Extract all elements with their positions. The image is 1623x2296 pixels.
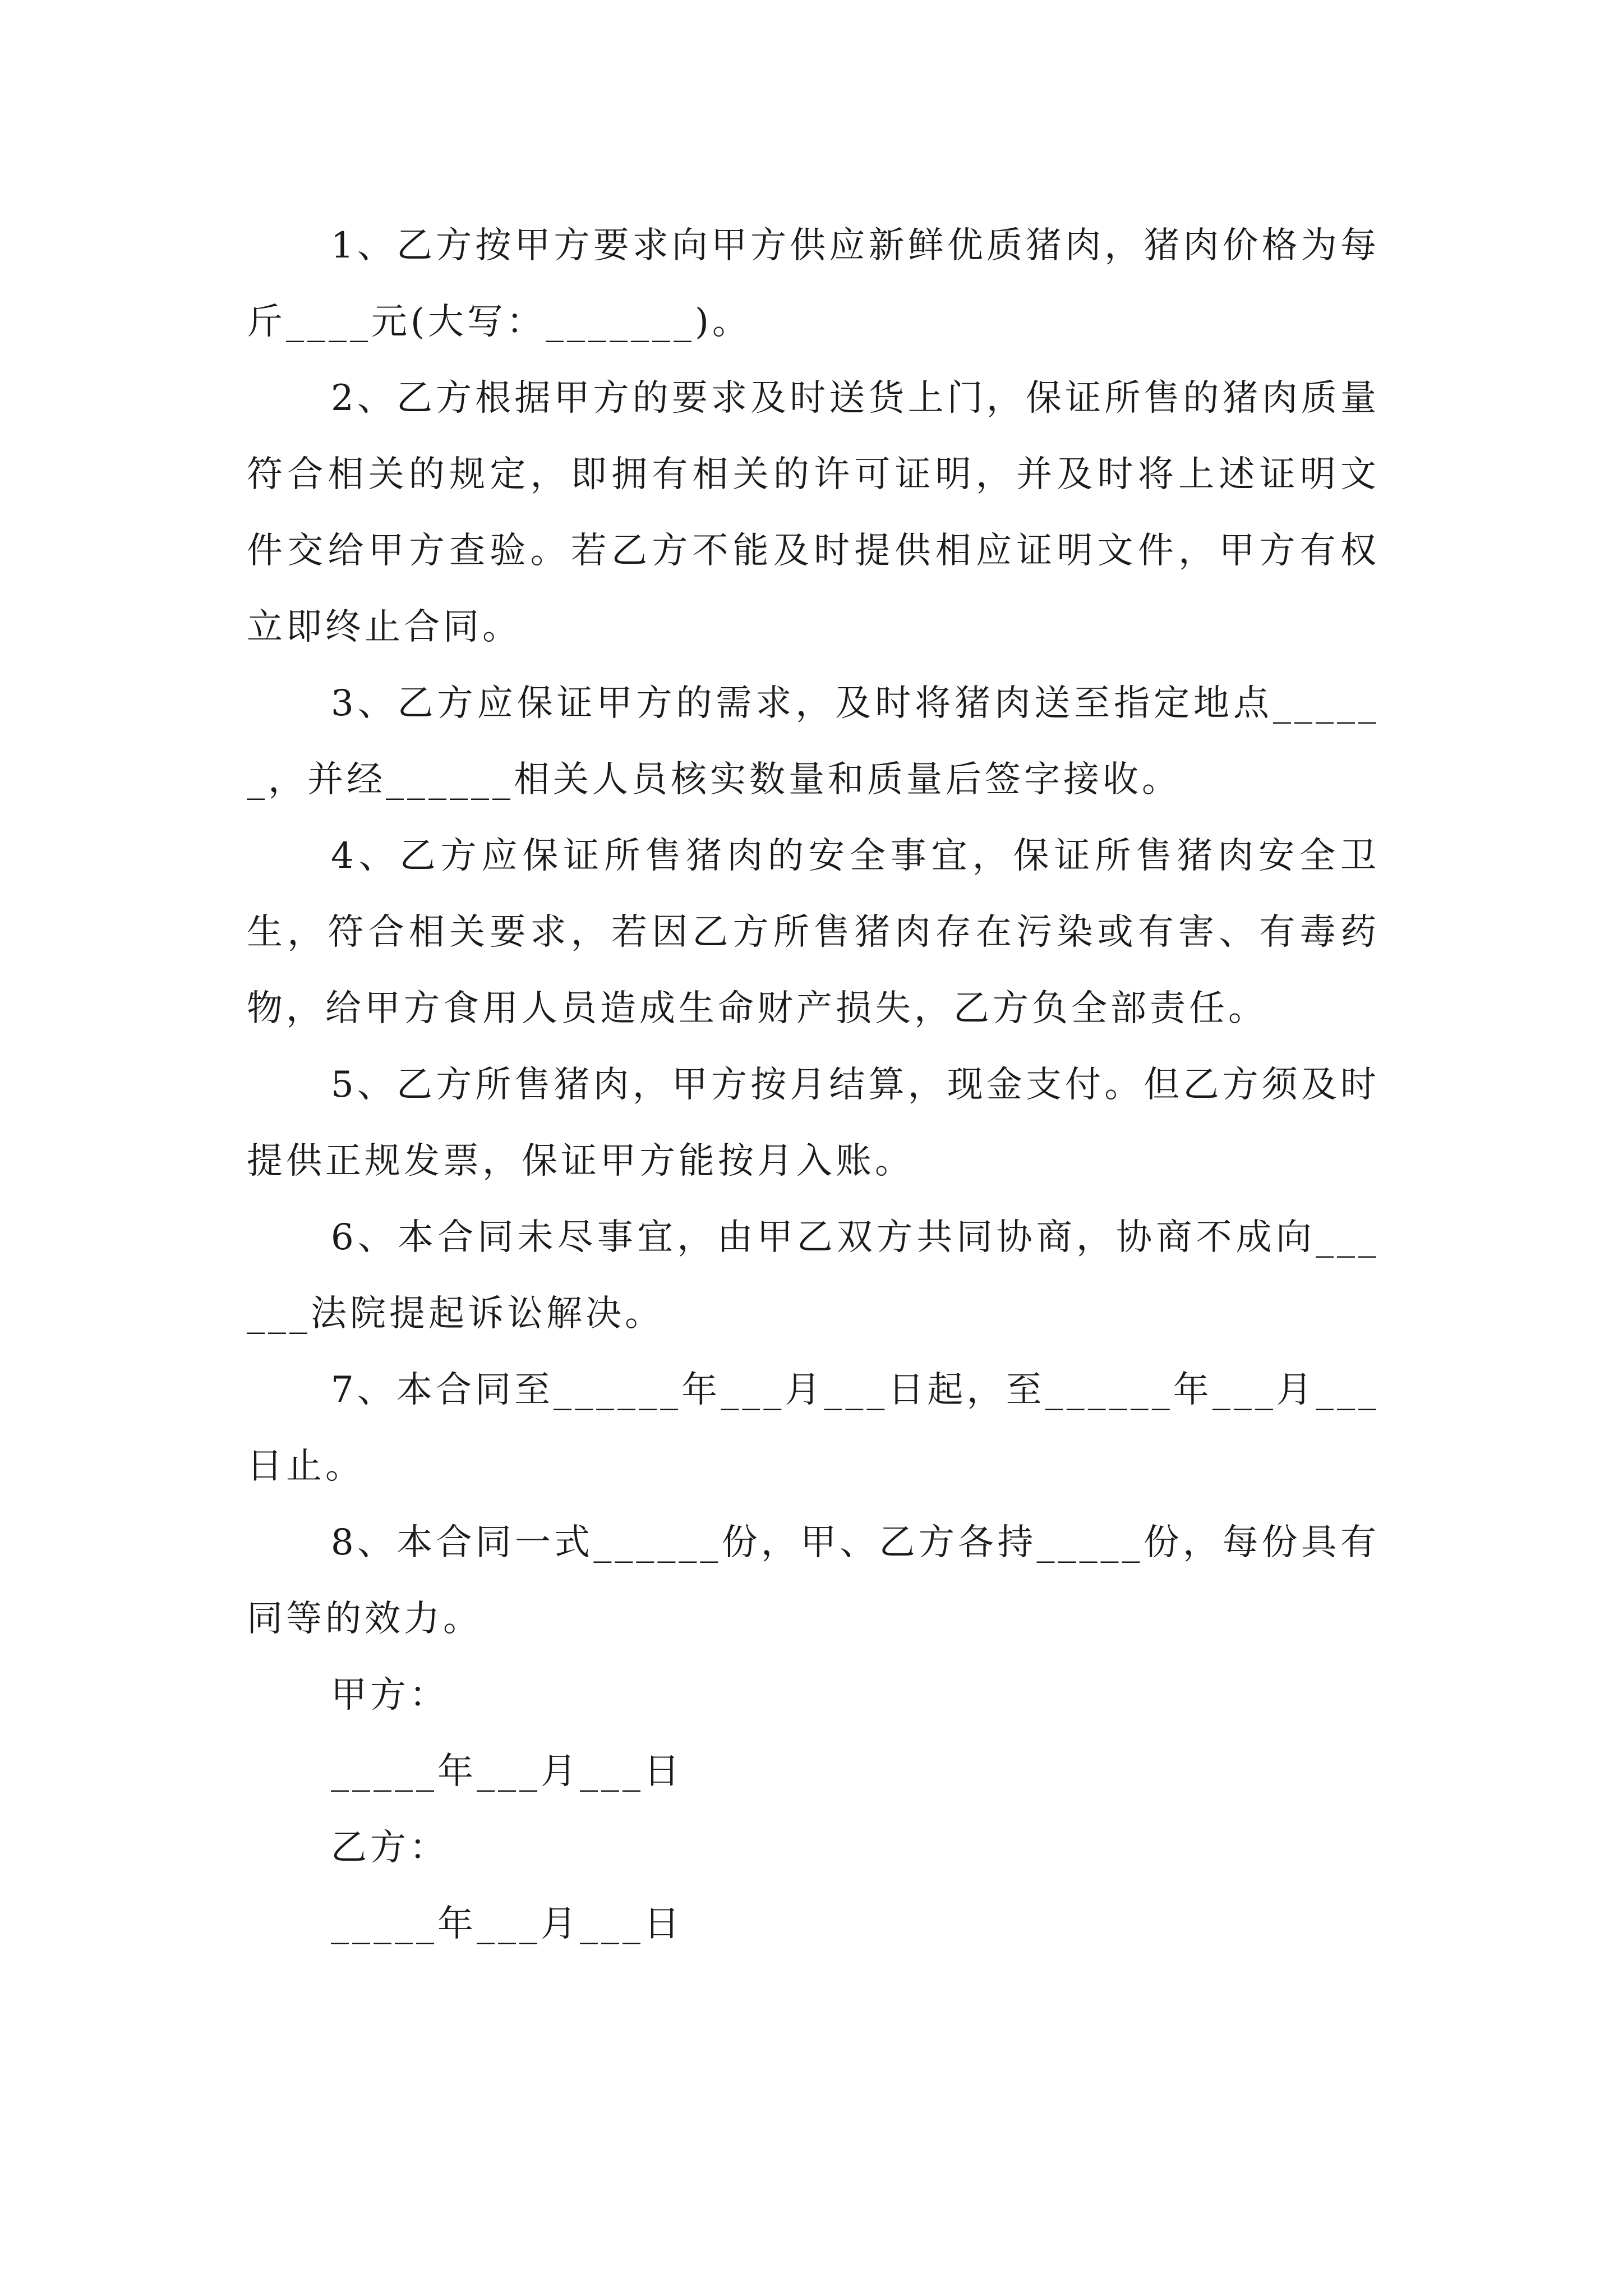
- clause-5: 5、乙方所售猪肉，甲方按月结算，现金支付。但乙方须及时提供正规发票，保证甲方能按月入账。: [247, 1064, 1380, 1182]
- clause-1: 1、乙方按甲方要求向甲方供应新鲜优质猪肉，猪肉价格为每斤____元(大写：_______)。: [247, 225, 1380, 343]
- clause-8: 8、本合同一式______份，甲、乙方各持_____份，每份具有同等的效力。: [247, 1522, 1380, 1640]
- contract-body: [247, 208, 1380, 1962]
- clause-3: 3、乙方应保证甲方的需求，及时将猪肉送至指定地点______，并经______相关人员核实数量和质量后签字接收。: [247, 683, 1380, 800]
- party-a-date: _____年___月___日: [331, 1751, 683, 1792]
- party-b-label: 乙方：: [331, 1827, 449, 1869]
- clause-4: 4、乙方应保证所售猪肉的安全事宜，保证所售猪肉安全卫生，符合相关要求，若因乙方所售猪肉存在污染或有害、有毒药物，给甲方食用人员造成生命财产损失，乙方负全部责任。: [247, 835, 1380, 1029]
- clause-7: 7、本合同至______年___月___日起，至______年___月___日止。: [247, 1369, 1380, 1487]
- party-a-label: 甲方：: [331, 1674, 449, 1716]
- clause-2: 2、乙方根据甲方的要求及时送货上门，保证所售的猪肉质量符合相关的规定，即拥有相关的许可证明，并及时将上述证明文件交给甲方查验。若乙方不能及时提供相应证明文件，甲方有权立即终止合同。: [247, 378, 1380, 648]
- clause-6: 6、本合同未尽事宜，由甲乙双方共同协商，协商不成向______法院提起诉讼解决。: [247, 1217, 1380, 1335]
- party-b-date: _____年___月___日: [331, 1903, 683, 1945]
